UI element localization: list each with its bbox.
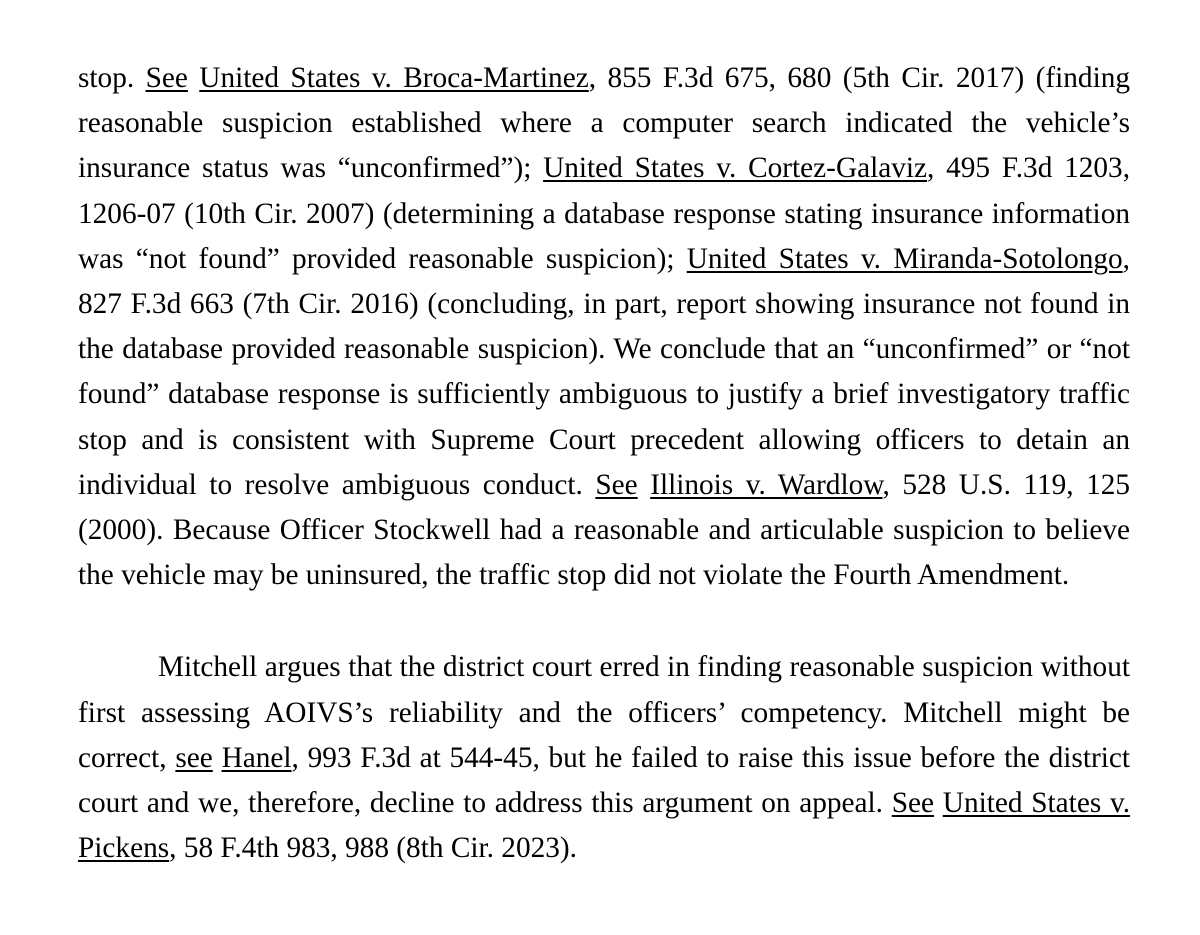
document-page xyxy=(78,56,1130,871)
signal-see: See xyxy=(595,468,638,501)
case-name-broca-martinez: United States v. Broca-Martinez xyxy=(199,62,589,94)
case-name-illinois-v-wardlow: Illinois v. Wardlow xyxy=(650,468,883,501)
text-segment: , 528 U.S. 119, 125 (2000). Because Officer Stockwell had a reasonable and articulable suspicion to believe the vehicle may be uninsured, the traffic stop did not violate the Fourth Amendment. xyxy=(78,468,1131,592)
text-segment: , 58 F.4th 983, 988 (8th Cir. 2023). xyxy=(169,832,577,865)
signal-see: See xyxy=(145,62,188,94)
text-segment: Mitchell argues that the district court erred in finding reasonable suspicion without first assessing AOIVS’s reliability and the officers’ competency. Mitchell might be correct, xyxy=(78,651,1130,774)
case-name-miranda-sotolongo: United States v. Miranda-Sotolongo xyxy=(686,242,1123,275)
text-segment: , 855 F.3d 675, 680 (5th Cir. 2017) (finding reasonable suspicion established where a computer search indicated the vehicle’s insurance status was “unconfirmed”); xyxy=(78,62,1131,185)
text-segment: stop. xyxy=(78,62,146,94)
case-name-cortez-galaviz: United States v. Cortez-Galaviz xyxy=(543,152,928,185)
paragraph-1 xyxy=(78,56,1130,598)
text-segment: , 827 F.3d 663 (7th Cir. 2016) (concluding, in part, report showing insurance not found in the database provided reasonable suspicion). We conclude that an “unconfirmed” or “not found” database response is sufficiently ambiguous to justify a brief investigatory traffic stop and is consistent with Supreme Court precedent allowing officers to detain an individual to resolve ambiguous conduct. xyxy=(78,242,1130,501)
text-segment: , 495 F.3d 1203, 1206-07 (10th Cir. 2007) (determining a database response stating insurance information was “not found” provided reasonable suspicion); xyxy=(78,152,1131,275)
signal-see: see xyxy=(175,741,213,774)
case-name-pickens: United States v. Pickens xyxy=(78,787,1131,865)
case-name-hanel: Hanel xyxy=(221,741,292,774)
paragraph-2 xyxy=(78,645,1130,871)
signal-see: See xyxy=(891,787,935,820)
text-segment: , 993 F.3d at 544-45, but he failed to raise this issue before the district court and we, therefore, decline to address this argument on appeal. xyxy=(78,741,1130,820)
